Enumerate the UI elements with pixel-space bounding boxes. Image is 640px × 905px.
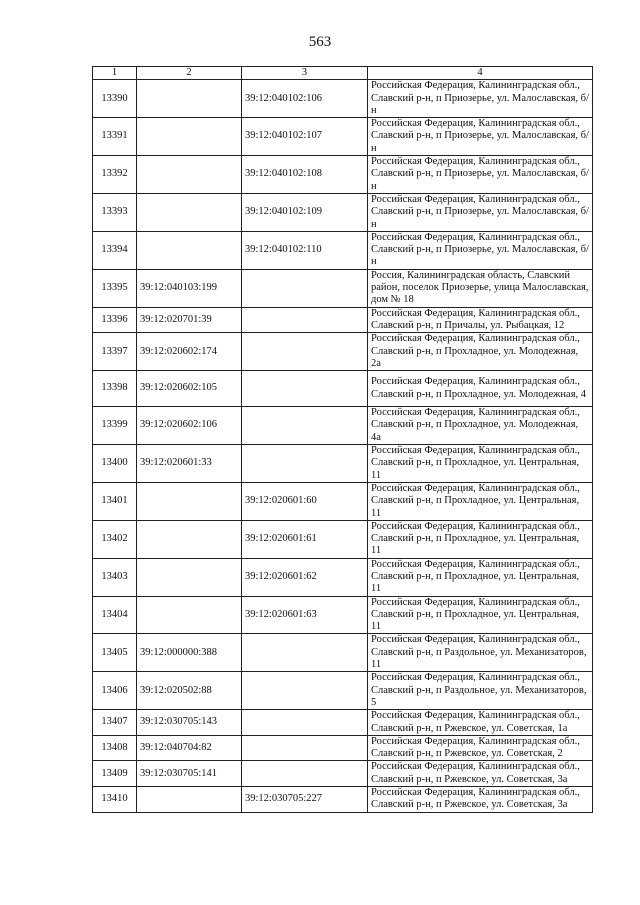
cadastral-number-cell [137,520,242,558]
table-row [93,231,593,269]
cadastral-number-cell: 39:12:040103:199 [137,269,242,307]
cadastral-number-cell [242,445,368,483]
row-number-cell: 13407 [93,710,137,736]
cadastral-number-cell: 39:12:040102:107 [242,118,368,156]
table-row [93,269,593,307]
row-number-cell: 13402 [93,520,137,558]
registry-table [92,66,593,813]
column-header: 4 [368,67,593,80]
table-row [93,307,593,333]
table-row [93,482,593,520]
cadastral-number-cell: 39:12:020701:39 [137,307,242,333]
page-number: 563 [308,34,332,50]
address-cell: Российская Федерация, Калининградская обл., Славский р-н, п Прохладное, ул. Молодежная, 4а [368,407,593,445]
row-number-cell: 13405 [93,634,137,672]
address-cell: Российская Федерация, Калининградская обл., Славский р-н, п Приозерье, ул. Малославская, б/н [368,118,593,156]
cadastral-number-cell [242,761,368,787]
address-cell: Российская Федерация, Калининградская обл., Славский р-н, п Приозерье, ул. Малославская, б/н [368,80,593,118]
cadastral-number-cell: 39:12:020602:174 [137,333,242,371]
row-number-cell: 13410 [93,787,137,813]
row-number-cell: 13394 [93,231,137,269]
cadastral-number-cell [137,231,242,269]
row-number-cell: 13409 [93,761,137,787]
address-cell: Российская Федерация, Калининградская обл., Славский р-н, п Прохладное, ул. Центральная, 11 [368,445,593,483]
address-cell: Российская Федерация, Калининградская обл., Славский р-н, п Прохладное, ул. Центральная, 11 [368,482,593,520]
cadastral-number-cell [242,333,368,371]
table-row [93,156,593,194]
address-cell: Российская Федерация, Калининградская обл., Славский р-н, п Приозерье, ул. Малославская, б/н [368,193,593,231]
cadastral-number-cell: 39:12:030705:227 [242,787,368,813]
address-cell: Российская Федерация, Калининградская обл., Славский р-н, п Раздольное, ул. Механизаторов, 5 [368,672,593,710]
cadastral-number-cell [137,558,242,596]
cadastral-number-cell: 39:12:040102:108 [242,156,368,194]
cadastral-number-cell [137,193,242,231]
table-row [93,371,593,407]
column-header: 3 [242,67,368,80]
cadastral-number-cell: 39:12:030705:143 [137,710,242,736]
row-number-cell: 13391 [93,118,137,156]
cadastral-number-cell: 39:12:040102:106 [242,80,368,118]
address-cell: Российская Федерация, Калининградская обл., Славский р-н, п Ржевское, ул. Советская, 1а [368,710,593,736]
table-row [93,596,593,634]
row-number-cell: 13401 [93,482,137,520]
cadastral-number-cell [242,407,368,445]
address-cell: Российская Федерация, Калининградская обл., Славский р-н, п Раздольное, ул. Механизаторов, 11 [368,634,593,672]
cadastral-number-cell [137,787,242,813]
cadastral-number-cell: 39:12:020601:33 [137,445,242,483]
cadastral-number-cell: 39:12:040102:109 [242,193,368,231]
row-number-cell: 13398 [93,371,137,407]
row-number-cell: 13400 [93,445,137,483]
row-number-cell: 13406 [93,672,137,710]
cadastral-number-cell [242,307,368,333]
table-row [93,407,593,445]
cadastral-number-cell: 39:12:020601:63 [242,596,368,634]
row-number-cell: 13396 [93,307,137,333]
row-number-cell: 13408 [93,735,137,761]
cadastral-number-cell [137,118,242,156]
table-row [93,710,593,736]
column-header-row [93,67,593,80]
row-number-cell: 13390 [93,80,137,118]
row-number-cell: 13399 [93,407,137,445]
cadastral-number-cell: 39:12:040102:110 [242,231,368,269]
cadastral-number-cell: 39:12:030705:141 [137,761,242,787]
address-cell: Российская Федерация, Калининградская обл., Славский р-н, п Ржевское, ул. Советская, 2 [368,735,593,761]
table-row [93,634,593,672]
address-cell: Российская Федерация, Калининградская обл., Славский р-н, п Прохладное, ул. Центральная, 11 [368,596,593,634]
row-number-cell: 13403 [93,558,137,596]
cadastral-number-cell [242,735,368,761]
table-row [93,80,593,118]
table-row [93,787,593,813]
row-number-cell: 13395 [93,269,137,307]
table-row [93,333,593,371]
table-row [93,193,593,231]
table-row [93,118,593,156]
cadastral-number-cell [242,672,368,710]
cadastral-number-cell [242,710,368,736]
table-row [93,735,593,761]
address-cell: Российская Федерация, Калининградская обл., Славский р-н, п Ржевское, ул. Советская, 3а [368,761,593,787]
row-number-cell: 13397 [93,333,137,371]
table-row [93,761,593,787]
row-number-cell: 13393 [93,193,137,231]
cadastral-number-cell: 39:12:000000:388 [137,634,242,672]
cadastral-number-cell [242,634,368,672]
address-cell: Российская Федерация, Калининградская обл., Славский р-н, п Прохладное, ул. Центральная, 11 [368,558,593,596]
address-cell: Российская Федерация, Калининградская обл., Славский р-н, п Приозерье, ул. Малославская, б/н [368,156,593,194]
address-cell: Российская Федерация, Калининградская обл., Славский р-н, п Прохладное, ул. Центральная, 11 [368,520,593,558]
cadastral-number-cell: 39:12:020502:88 [137,672,242,710]
cadastral-number-cell [137,80,242,118]
table-row [93,445,593,483]
address-cell: Российская Федерация, Калининградская обл., Славский р-н, п Прохладное, ул. Молодежная, 2а [368,333,593,371]
address-cell: Российская Федерация, Калининградская обл., Славский р-н, п Ржевское, ул. Советская, 3а [368,787,593,813]
address-cell: Россия, Калининградская область, Славский район, поселок Приозерье, улица Малославская, дом № 18 [368,269,593,307]
row-number-cell: 13404 [93,596,137,634]
cadastral-number-cell [137,156,242,194]
cadastral-number-cell: 39:12:040704:82 [137,735,242,761]
cadastral-number-cell [242,371,368,407]
cadastral-number-cell: 39:12:020601:62 [242,558,368,596]
column-header: 1 [93,67,137,80]
address-cell: Российская Федерация, Калининградская обл., Славский р-н, п Приозерье, ул. Малославская, б/н [368,231,593,269]
address-cell: Российская Федерация, Калининградская обл., Славский р-н, п Причалы, ул. Рыбацкая, 12 [368,307,593,333]
address-cell: Российская Федерация, Калининградская обл., Славский р-н, п Прохладное, ул. Молодежная, 4 [368,371,593,407]
cadastral-number-cell [137,596,242,634]
cadastral-number-cell: 39:12:020601:61 [242,520,368,558]
column-header: 2 [137,67,242,80]
cadastral-number-cell [242,269,368,307]
table-row [93,672,593,710]
table-row [93,558,593,596]
cadastral-number-cell: 39:12:020602:105 [137,371,242,407]
cadastral-number-cell [137,482,242,520]
table-row [93,520,593,558]
cadastral-number-cell: 39:12:020601:60 [242,482,368,520]
cadastral-number-cell: 39:12:020602:106 [137,407,242,445]
row-number-cell: 13392 [93,156,137,194]
